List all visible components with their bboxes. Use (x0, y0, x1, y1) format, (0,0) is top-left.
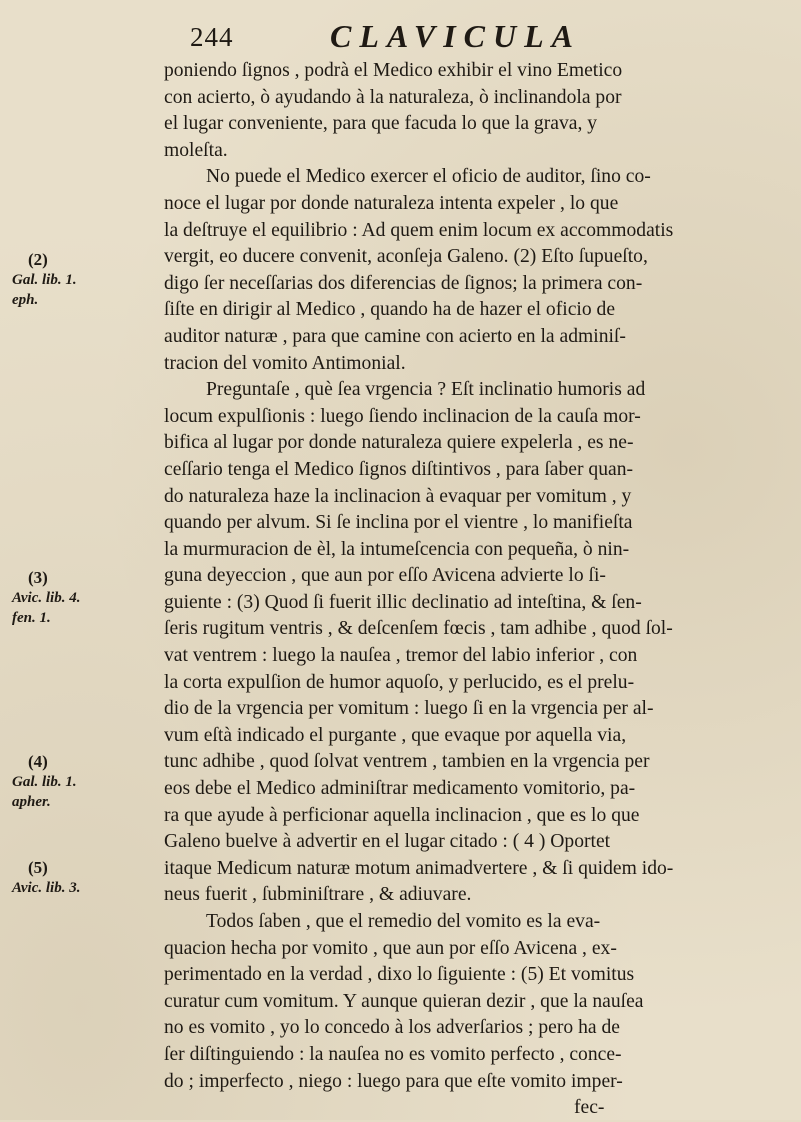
text-line: quando per alvum. Si ſe inclina por el vientre , lo manifieſta (164, 512, 633, 534)
text-line: Todos ſaben , que el remedio del vomito es la eva- (206, 911, 601, 932)
note-line: Avic. lib. 4. (12, 590, 81, 606)
margin-note (12, 752, 152, 812)
text-line: vergit, eo ducere convenit, aconſeja Galeno. (2) Eſto ſupueſto, (164, 246, 648, 268)
text-line: vat ventrem : luego la nauſea , tremor del labio inferior , con (164, 645, 638, 667)
text-line: do ; imperfecto , niego : luego para que eſte vomito imper- (164, 1070, 623, 1092)
text-line: neus fuerit , ſubminiſtrare , & adiuvare. (164, 884, 472, 906)
note-line: Gal. lib. 1. (12, 272, 77, 288)
text-line: eos debe el Medico adminiſtrar medicamento vomitorio, pa- (164, 778, 636, 800)
text-line: auditor naturæ , para que camine con acierto en la adminiſ- (164, 325, 626, 347)
text-line: dio de la vrgencia per vomitum : luego ſi en la vrgencia per al- (164, 698, 654, 720)
text-line: la murmuracion de èl, la intumeſcencia con pequeña, ò nin- (164, 538, 630, 560)
margin-note (12, 858, 152, 898)
running-title: CLAVICULA (330, 18, 581, 54)
text-line: No puede el Medico exercer el oficio de auditor, ſino co- (206, 166, 651, 188)
note-number: (5) (28, 858, 48, 877)
text-line: ra que ayude à perficionar aquella inclinacion , que es lo que (164, 804, 640, 826)
text-line: do naturaleza haze la inclinacion à evaquar per vomitum , y (164, 485, 632, 507)
text-line: quacion hecha por vomito , que aun por eſſo Avicena , ex- (164, 937, 617, 959)
text-line: vum eſtà indicado el purgante , que evaque por aquella via, (164, 724, 627, 746)
text-line: noce el lugar por donde naturaleza intenta expeler , lo que (164, 192, 619, 214)
text-line: moleſta. (164, 139, 228, 161)
text-line: la corta expulſion de humor aquoſo, y perlucido, es el prelu- (164, 671, 635, 693)
text-line: tracion del vomito Antimonial. (164, 352, 406, 374)
margin-note (12, 250, 152, 310)
text-line: bifica al lugar por donde naturaleza quiere expelerla , es ne- (164, 432, 634, 454)
text-line: ſeris rugitum ventris , & deſcenſem fœcis , tam adhibe , quod ſol- (164, 618, 673, 640)
note-number: (2) (28, 250, 48, 269)
text-line: tunc adhibe , quod ſolvat ventrem , tambien en la vrgencia per (164, 751, 650, 773)
text-line: la deſtruye el equilibrio : Ad quem enim locum ex accommodatis (164, 219, 674, 241)
note-line: eph. (12, 292, 39, 308)
text-line: digo ſer neceſſarias dos diferencias de ſignos; la primera con- (164, 272, 643, 294)
text-line: ſer diſtinguiendo : la nauſea no es vomito perfecto , conce- (164, 1043, 622, 1065)
catchword: fec- (574, 1097, 605, 1119)
text-line: ceſſario tenga el Medico ſignos diſtintivos , para ſaber quan- (164, 458, 634, 480)
text-line: guiente : (3) Quod ſi fuerit illic declinatio ad inteſtina, & ſen- (164, 591, 642, 613)
text-line: Preguntaſe , què ſea vrgencia ? Eſt inclinatio humoris ad (206, 379, 646, 401)
text-line: el lugar conveniente, para que facuda lo que la grava, y (164, 113, 598, 135)
text-line: perimentado en la verdad , dixo lo ſiguiente : (5) Et vomitus (164, 964, 635, 986)
note-number: (4) (28, 752, 48, 771)
text-line: curatur cum vomitum. Y aunque quieran dezir , que la nauſea (164, 990, 644, 1012)
note-line: Gal. lib. 1. (12, 774, 77, 790)
note-number: (3) (28, 568, 48, 587)
page-header (190, 18, 610, 54)
text-line: itaque Medicum naturæ motum animadvertere , & ſi quidem ido- (164, 857, 674, 879)
page-number: 244 (190, 22, 234, 52)
text-line: guna deyeccion , que aun por eſſo Avicena advierte lo ſi- (164, 565, 606, 587)
text-line: no es vomito , yo lo concedo à los adverſarios ; pero ha de (164, 1017, 620, 1039)
body-text (164, 58, 770, 1122)
text-line: Galeno buelve à advertir en el lugar citado : ( 4 ) Oportet (164, 831, 611, 853)
text-line: con acierto, ò ayudando à la naturaleza, ò inclinandola por (164, 86, 622, 108)
note-line: Avic. lib. 3. (12, 880, 81, 896)
note-line: apher. (12, 794, 51, 810)
text-line: ſiſte en dirigir al Medico , quando ha de hazer el oficio de (164, 299, 616, 321)
margin-note (12, 568, 152, 628)
note-line: fen. 1. (12, 610, 51, 626)
text-line: poniendo ſignos , podrà el Medico exhibir el vino Emetico (164, 60, 623, 81)
text-line: locum expulſionis : luego ſiendo inclinacion de la cauſa mor- (164, 405, 641, 427)
